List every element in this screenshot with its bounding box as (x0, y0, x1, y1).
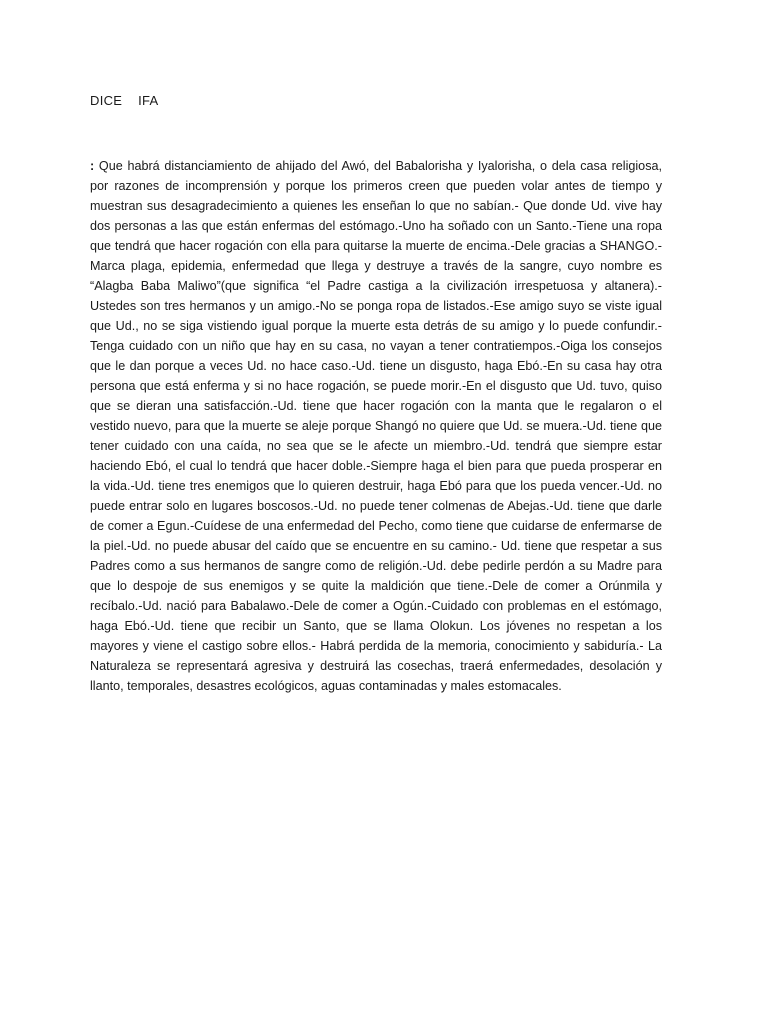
body-paragraph: Que habrá distanciamiento de ahijado del Awó, del Babalorisha y Iyalorisha, o dela casa religiosa, por razones de incomprensión y porque los primeros creen que pueden volar antes de tiempo y muestran sus desagradecimiento a quienes les enseñan lo que no sabían.- Que donde Ud. vive hay dos personas a las que están enfermas del estómago.-Uno ha soñado con un Santo.-Tiene una ropa que tendrá que hacer rogación con ella para quitarse la muerte de encima.-Dele gracias a SHANGO.-Marca plaga, epidemia, enfermedad que llega y destruye a través de la sangre, cuyo nombre es “Alagba Baba Maliwo”(que significa “el Padre castiga a la civilización irrespetuosa y altanera).-Ustedes son tres hermanos y un amigo.-No se ponga ropa de listados.-Ese amigo suyo se viste igual que Ud., no se siga vistiendo igual porque la muerte esta detrás de su amigo y lo puede confundir.-Tenga cuidado con un niño que hay en su casa, no vayan a tener contratiempos.-Oiga los consejos que le dan porque a veces Ud. no hace caso.-Ud. tiene un disgusto, haga Ebó.-En su casa hay otra persona que está enferma y si no hace rogación, se puede morir.-En el disgusto que Ud. tuvo, quiso que se dieran una satisfacción.-Ud. tiene que hacer rogación con la manta que le regalaron o el vestido nuevo, para que la muerte se aleje porque Shangó no quiere que Ud. se muera.-Ud. tiene que tener cuidado con una caída, no sea que se le afecte un miembro.-Ud. tendrá que siempre estar haciendo Ebó, el cual lo tendrá que hacer doble.-Siempre haga el bien para que pueda prosperar en la vida.-Ud. tiene tres enemigos que lo quieren destruir, haga Ebó para que los pueda vencer.-Ud. no puede entrar solo en lugares boscosos.-Ud. no puede tener colmenas de Abejas.-Ud. tiene que darle de comer a Egun.-Cuídese de una enfermedad del Pecho, como tiene que cuidarse de enfermarse de la piel.-Ud. no puede abusar del caído que se encuentre en su camino.- Ud. tiene que respetar a sus Padres como a sus hermanos de sangre como de religión.-Ud. debe pedirle perdón a su Madre para que lo despoje de sus enemigos y se quite la maldición que tiene.-Dele de comer a Orúnmila y recíbalo.-Ud. nació para Babalawo.-Dele de comer a Ogún.-Cuidado con problemas en el estómago, haga Ebó.-Ud. tiene que recibir un Santo, que se llama Olokun. Los jóvenes no respetan a los mayores y viene el castigo sobre ellos.- Habrá perdida de la memoria, conocimiento y sabiduría.- La Naturaleza se representará agresiva y destruirá las cosechas, traerá enfermedades, desolación y llanto, temporales, desastres ecológicos, aguas contaminadas y males estomacales. (90, 159, 662, 693)
document-body (90, 156, 662, 696)
document-heading: DICE IFA (90, 93, 159, 108)
lead-colon: : (90, 159, 95, 173)
